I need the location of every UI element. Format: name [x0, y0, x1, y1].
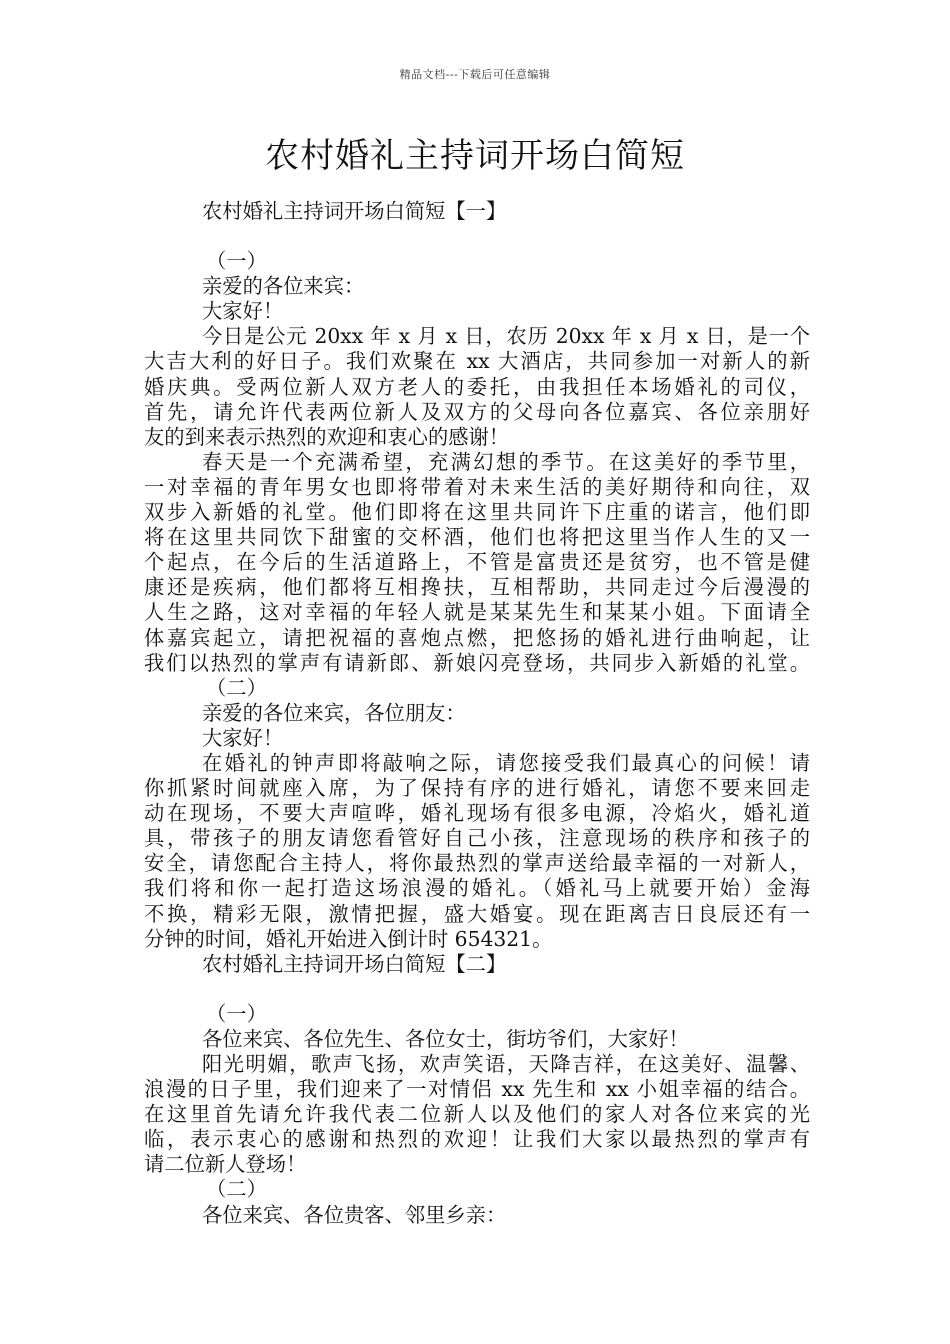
text-line: 各位来宾、各位先生、各位女士，街坊爷们，大家好！ [202, 1026, 689, 1051]
text-line: 大吉大利的好日子。我们欢聚在 xx 大酒店，共同参加一对新人的新 [144, 349, 810, 374]
text-line: 各位来宾、各位贵客、邻里乡亲： [202, 1202, 507, 1227]
part-label: （二） [206, 675, 267, 700]
text-line: 双步入新婚的礼堂。他们即将在这里共同许下庄重的诺言，他们即 [144, 500, 810, 525]
text-line: 大家好！ [202, 725, 284, 750]
header-note: 精品文档---下载后可任意编辑 [399, 68, 551, 81]
text-line: 亲爱的各位来宾，各位朋友： [202, 700, 466, 725]
text-line: 你抓紧时间就座入席，为了保持有序的进行婚礼，请您不要来回走 [144, 776, 810, 801]
text-line: 体嘉宾起立，请把祝福的喜炮点燃，把悠扬的婚礼进行曲响起，让 [144, 625, 810, 650]
text-line: 大家好！ [202, 299, 284, 324]
spacer [144, 224, 810, 249]
text-line: 分钟的时间，婚礼开始进入倒计时 654321。 [144, 926, 553, 951]
text-line: 一对幸福的青年男女也即将带着对未来生活的美好期待和向往，双 [144, 474, 810, 499]
spacer [144, 977, 810, 1002]
text-line: 安全，请您配合主持人，将你最热烈的掌声送给最幸福的一对新人， [144, 851, 810, 876]
text-line: 康还是疾病，他们都将互相搀扶，互相帮助，共同走过今后漫漫的 [144, 575, 810, 600]
paragraph-block [144, 274, 810, 676]
text-line: 我们以热烈的掌声有请新郎、新娘闪亮登场，共同步入新婚的礼堂。 [144, 650, 810, 675]
paragraph-block [144, 701, 810, 952]
text-line: 阳光明媚，歌声飞扬，欢声笑语，天降吉祥，在这美好、温馨、 [202, 1052, 810, 1076]
paragraph-block [144, 1203, 810, 1228]
text-line: 首先，请允许代表两位新人及双方的父母向各位嘉宾、各位亲朋好 [144, 399, 810, 424]
text-line: 具，带孩子的朋友请您看管好自己小孩，注意现场的秩序和孩子的 [144, 826, 810, 851]
paragraph-block [144, 1027, 810, 1178]
text-line: 在这里首先请允许我代表二位新人以及他们的家人对各位来宾的光 [144, 1102, 810, 1127]
text-line: 人生之路，这对幸福的年轻人就是某某先生和某某小姐。下面请全 [144, 600, 810, 625]
text-line: 浪漫的日子里，我们迎来了一对情侣 xx 先生和 xx 小姐幸福的结合。 [144, 1077, 810, 1102]
text-line: 春天是一个充满希望，充满幻想的季节。在这美好的季节里， [202, 449, 810, 474]
text-line: 我们将和你一起打造这场浪漫的婚礼。（婚礼马上就要开始）金海 [144, 876, 810, 901]
section-heading: 农村婚礼主持词开场白简短【一】 [202, 199, 507, 223]
text-line: 临，表示衷心的感谢和热烈的欢迎！让我们大家以最热烈的掌声有 [144, 1127, 810, 1152]
text-line: 今日是公元 20xx 年 x 月 x 日，农历 20xx 年 x 月 x 日，是一个 [202, 324, 810, 349]
document-body [144, 199, 810, 1228]
text-line: 亲爱的各位来宾： [202, 274, 365, 299]
document-title: 农村婚礼主持词开场白简短 [265, 136, 685, 176]
section-heading: 农村婚礼主持词开场白简短【二】 [202, 951, 507, 976]
part-label: （二） [206, 1177, 267, 1202]
text-line: 将在这里共同饮下甜蜜的交杯酒，他们也将把这里当作人生的又一 [144, 525, 810, 550]
text-line: 动在现场，不要大声喧哗，婚礼现场有很多电源，冷焰火，婚礼道 [144, 801, 810, 826]
text-line: 友的到来表示热烈的欢迎和衷心的感谢！ [144, 424, 510, 449]
text-line: 在婚礼的钟声即将敲响之际，请您接受我们最真心的问候！请 [202, 750, 810, 775]
text-line: 请二位新人登场！ [144, 1152, 307, 1177]
text-line: 个起点，在今后的生活道路上，不管是富贵还是贫穷，也不管是健 [144, 550, 810, 575]
part-label: （一） [206, 1001, 267, 1026]
text-line: 婚庆典。受两位新人双方老人的委托，由我担任本场婚礼的司仪， [144, 374, 810, 399]
text-line: 不换，精彩无限，激情把握，盛大婚宴。现在距离吉日良辰还有一 [144, 901, 810, 926]
part-label: （一） [206, 249, 267, 274]
